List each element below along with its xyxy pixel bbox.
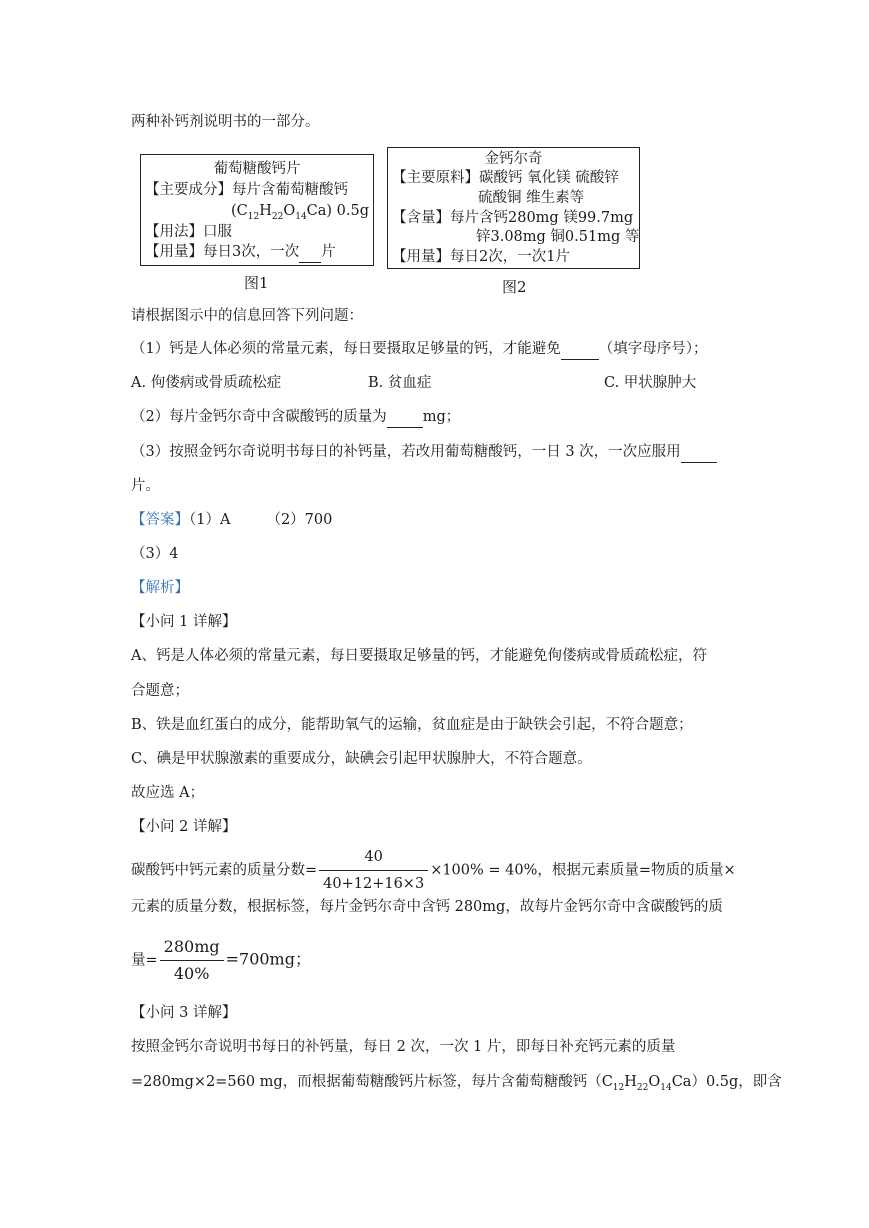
figure1-formula: $(C_{12}H_{22}O_{14}Ca)$ 0.5g bbox=[231, 203, 370, 222]
sub3-line2: =280mg×2=560 mg，而根据葡萄糖酸钙片标签，每片含葡萄糖酸钙$(C_{12}H_{22}O_{14}Ca)0.5g$，即含 bbox=[131, 1074, 782, 1093]
figure1-ingredient-text: 每片含葡萄糖酸钙 bbox=[232, 182, 348, 198]
sub1-label: 【小问 1 详解】 bbox=[131, 614, 237, 630]
option-a: A. 佝偻病或骨质疏松症 bbox=[131, 375, 282, 391]
question-3: （3）按照金钙尔奇说明书每日的补钙量，若改用葡萄糖酸钙，一日 3 次，一次应服用 bbox=[131, 442, 717, 463]
figure1-ingredient-label: 【主要成分】 bbox=[145, 182, 232, 198]
figure1-dose-row bbox=[145, 242, 336, 263]
figure1-usage-label: 【用法】 bbox=[145, 224, 203, 240]
figure2-content-row bbox=[392, 208, 633, 228]
sub2-line2: 元素的质量分数，根据标签，每片金钙尔奇中含钙 280mg，故每片金钙尔奇中含碳酸钙的质 bbox=[131, 899, 723, 915]
figure1-usage-text: 口服 bbox=[203, 224, 232, 240]
figure1-usage-row bbox=[145, 222, 232, 242]
question-1: （1）钙是人体必须的常量元素，每日要摄取足够量的钙，才能避免 （填字母序号）； bbox=[131, 339, 707, 360]
figure2-content-line1: 每片含钙280mg 镁99.7mg bbox=[450, 210, 634, 226]
answer-3: （3）4 bbox=[131, 546, 179, 562]
figure2-material-line1: 碳酸钙 氧化镁 硫酸锌 bbox=[479, 170, 619, 186]
question-3-blank bbox=[681, 442, 717, 463]
question-3-tail: 片。 bbox=[131, 478, 160, 494]
sub1-conclusion: 故应选 A； bbox=[131, 785, 205, 801]
sub1-c: C、碘是甲状腺激素的重要成分，缺碘会引起甲状腺肿大，不符合题意。 bbox=[131, 751, 592, 767]
figure1-dose-label: 【用量】 bbox=[145, 244, 203, 260]
sub1-a-line2: 合题意； bbox=[131, 683, 189, 699]
question-1-blank bbox=[561, 339, 599, 360]
figure2-dose-text: 每日2次，一次1片 bbox=[450, 249, 570, 265]
sub2-mass-fraction: $\frac{280mg}{40\%}$ bbox=[160, 936, 224, 985]
answer-label: 【答案】 bbox=[131, 512, 189, 528]
analysis-label: 【解析】 bbox=[131, 580, 189, 596]
sub2-line3: 量= $\frac{280mg}{40\%}$ =700mg； bbox=[131, 937, 311, 983]
figure1-dose-unit: 片 bbox=[321, 244, 336, 260]
sub3-label: 【小问 3 详解】 bbox=[131, 1005, 237, 1021]
figure2-dose-row bbox=[392, 247, 570, 267]
figure2-label-box bbox=[387, 147, 640, 269]
sub2-label: 【小问 2 详解】 bbox=[131, 819, 237, 835]
sub2-formula-line: 碳酸钙中钙元素的质量分数= $\frac{40}{40+12+16\times 3}$ ×100% = 40%，根据元素质量=物质的质量× bbox=[131, 846, 736, 895]
figure1-label-box bbox=[140, 154, 374, 266]
figure1-caption: 图1 bbox=[244, 274, 269, 292]
figure2-material-label: 【主要原料】 bbox=[392, 170, 479, 186]
sub1-a-line1: A、钙是人体必须的常量元素，每日要摄取足够量的钙，才能避免佝偻病或骨质疏松症，符 bbox=[131, 648, 707, 664]
option-c: C. 甲状腺肿大 bbox=[604, 375, 697, 391]
option-b: B. 贫血症 bbox=[368, 375, 432, 391]
figure2-content-line2: 锌3.08mg 铜0.51mg 等 bbox=[476, 229, 640, 245]
figure1-dose-text: 每日3次，一次 bbox=[203, 244, 300, 260]
sub3-line1: 按照金钙尔奇说明书每日的补钙量，每日 2 次，一次 1 片，即每日补充钙元素的质量 bbox=[131, 1039, 676, 1055]
figure2-caption: 图2 bbox=[502, 278, 527, 296]
question-2-blank bbox=[387, 407, 423, 428]
sub1-b: B、铁是血红蛋白的成分，能帮助氧气的运输，贫血症是由于缺铁会引起，不符合题意； bbox=[131, 717, 693, 733]
figure2-material-line2: 硫酸铜 维生素等 bbox=[478, 190, 585, 206]
figure2-title: 金钙尔奇 bbox=[484, 151, 543, 167]
figure1-ingredient-row bbox=[145, 180, 348, 200]
answer-row bbox=[131, 510, 332, 530]
answer-2: （2）700 bbox=[266, 512, 333, 528]
question-2: （2）每片金钙尔奇中含碳酸钙的质量为 mg； bbox=[131, 407, 460, 428]
figure1-dose-blank bbox=[299, 242, 321, 263]
figure1-title: 葡萄糖酸钙片 bbox=[213, 161, 301, 177]
figure2-dose-label: 【用量】 bbox=[392, 249, 450, 265]
sub2-fraction: $\frac{40}{40+12+16\times 3}$ bbox=[319, 846, 428, 895]
figure2-material-row bbox=[392, 168, 619, 188]
question-prompt: 请根据图示中的信息回答下列问题： bbox=[131, 308, 363, 324]
answer-1: （1）A bbox=[189, 512, 231, 528]
intro-text: 两种补钙剂说明书的一部分。 bbox=[131, 114, 320, 130]
figure2-content-label: 【含量】 bbox=[392, 210, 450, 226]
